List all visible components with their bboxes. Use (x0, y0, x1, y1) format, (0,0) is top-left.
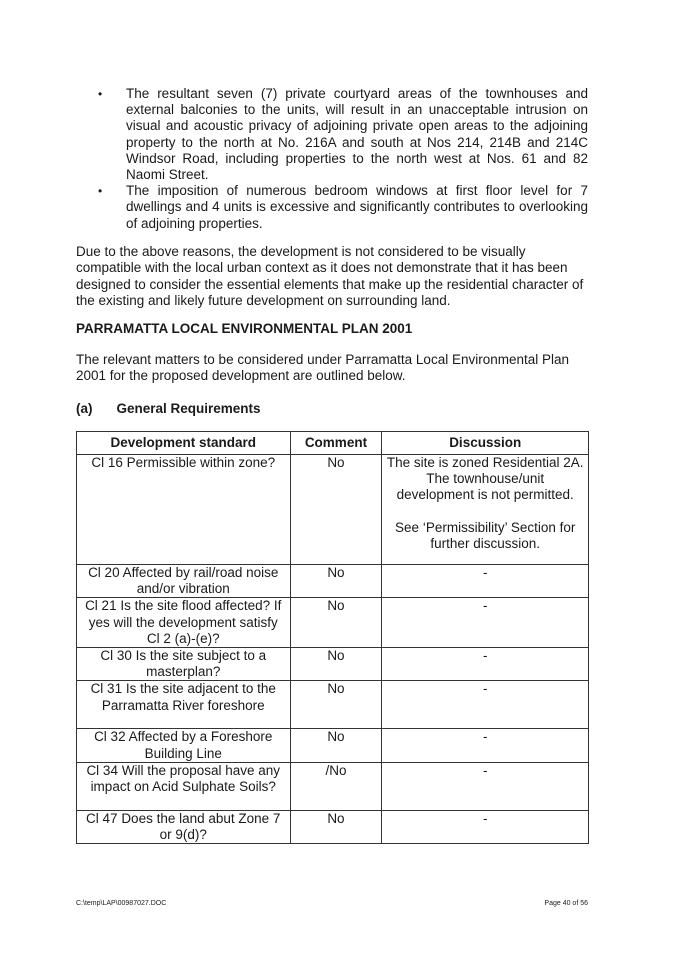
cell-comment: No (290, 455, 382, 565)
section-heading: PARRAMATTA LOCAL ENVIRONMENTAL PLAN 2001 (76, 321, 413, 336)
cell-standard: Cl 32 Affected by a Foreshore Building Line (77, 729, 291, 762)
bullet-dot-icon: • (98, 87, 103, 101)
header-discussion: Discussion (382, 432, 589, 455)
paragraph-compatibility: Due to the above reasons, the development is not considered to be visually compatible with the local urban context as it does not demonstrate that it has been designed to consider the essential elements that make up the residential character of the existing and likely future development on surrounding land. (76, 244, 584, 308)
bullet-dot-icon: • (98, 184, 103, 199)
cell-discussion: - (382, 598, 589, 648)
bullet-list (96, 86, 588, 232)
cell-comment: No (290, 810, 382, 843)
cell-standard: Cl 31 Is the site adjacent to the Parramatta River foreshore (77, 681, 291, 729)
subheading-title: General Requirements (116, 401, 261, 416)
header-development-standard: Development standard (77, 432, 291, 455)
cell-comment: /No (290, 762, 382, 810)
table-row (77, 648, 589, 681)
cell-standard: Cl 34 Will the proposal have any impact on Acid Sulphate Soils? (77, 762, 291, 810)
cell-comment: No (290, 565, 382, 598)
table-row (77, 455, 589, 565)
bullet-text: The resultant seven (7) private courtyard areas of the townhouses and external balconies to the units, will result in an unacceptable intrusion on visual and acoustic privacy of adjoining private open areas to the adjoining property to the north at No. 216A and south at Nos 214, 214B and 214C Windsor Road, including properties to the north west at Nos. 61 and 82 Naomi Street. (126, 86, 588, 183)
discussion-text: The site is zoned Residential 2A. The townhouse/unit development is not permitted. (386, 455, 584, 503)
cell-standard: Cl 30 Is the site subject to a masterplan? (77, 648, 291, 681)
cell-standard: Cl 47 Does the land abut Zone 7 or 9(d)? (77, 810, 291, 843)
subheading-label: (a) (76, 401, 93, 416)
cell-comment: No (290, 598, 382, 648)
cell-discussion: - (382, 810, 589, 843)
table-row (77, 598, 589, 648)
cell-comment: No (290, 729, 382, 762)
cell-discussion: - (382, 762, 589, 810)
cell-discussion: - (382, 648, 589, 681)
bullet-text: The imposition of numerous bedroom windows at first floor level for 7 dwellings and 4 units is excessive and significantly contributes to overlooking of adjoining properties. (126, 183, 588, 231)
requirements-table (76, 431, 589, 844)
discussion-text-2: See ‘Permissibility’ Section for further discussion. (395, 519, 576, 551)
cell-standard: Cl 20 Affected by rail/road noise and/or vibration (77, 565, 291, 598)
table-row (77, 810, 589, 843)
paragraph-relevant-matters: The relevant matters to be considered under Parramatta Local Environmental Plan 2001 for the proposed development are outlined below. (76, 352, 570, 384)
cell-discussion: - (382, 565, 589, 598)
header-comment: Comment (290, 432, 382, 455)
cell-standard: Cl 21 Is the site flood affected? If yes will the development satisfy Cl 2 (a)-(e)? (77, 598, 291, 648)
table-row (77, 762, 589, 810)
cell-discussion: - (382, 681, 589, 729)
cell-comment: No (290, 681, 382, 729)
cell-comment: No (290, 648, 382, 681)
cell-discussion: - (382, 729, 589, 762)
table-row (77, 565, 589, 598)
subheading (76, 401, 261, 416)
cell-standard: Cl 16 Permissible within zone? (77, 455, 291, 565)
table-row (77, 681, 589, 729)
bullet-item (96, 183, 588, 232)
footer-page-number: Page 40 of 56 (544, 900, 588, 907)
bullet-item (96, 86, 588, 183)
footer-file-path: C:\temp\LAP\00987027.DOC (76, 900, 167, 907)
table-header-row (77, 432, 589, 455)
table-row (77, 729, 589, 762)
cell-discussion (382, 455, 589, 565)
